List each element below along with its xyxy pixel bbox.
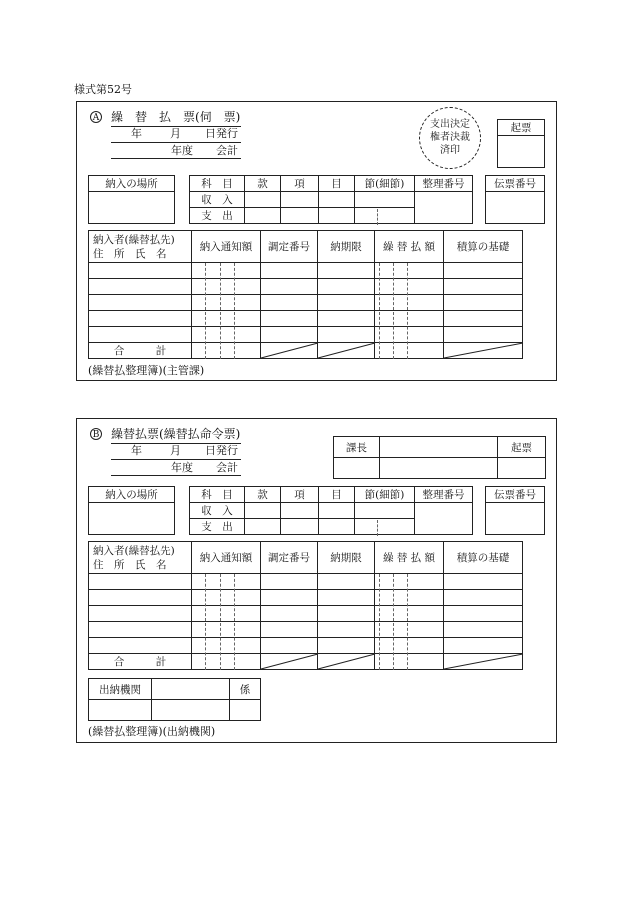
slip-label-a: 伝票番号	[486, 176, 545, 192]
clerk-label: 係	[230, 679, 261, 700]
section-b-title: 繰替払票(繰替払命令票)	[111, 427, 241, 441]
chief-label: 課長	[334, 437, 380, 458]
acct-h-kan: 款	[245, 176, 281, 192]
dh-notice: 納入通知額	[192, 231, 261, 263]
acct-row-expense-b: 支 出	[190, 519, 245, 535]
dh-repl: 繰 替 払 額	[375, 231, 444, 263]
payee-header-1: 納入者(繰替払先)	[93, 233, 175, 246]
seal-line-2: 権者決裁	[430, 132, 470, 143]
footer-a: (繰替払整理簿)(主管課)	[88, 364, 205, 377]
section-b-panel	[76, 418, 557, 743]
seal-line-1: 支出決定	[430, 119, 470, 130]
acct-row-income-b: 収 入	[190, 503, 245, 519]
fiscal-account-b: 会計	[216, 461, 238, 474]
dh-repl-b: 繰 替 払 額	[375, 542, 444, 574]
dh-notice-b: 納入通知額	[192, 542, 261, 574]
section-b-marker: B	[90, 428, 102, 440]
section-a-panel	[76, 101, 557, 381]
acct-h-setsu: 節(細節)	[355, 176, 415, 192]
acct-h-moku-b: 目	[319, 487, 355, 503]
treasury-label: 出納機関	[89, 679, 152, 700]
dh-assess: 調定番号	[261, 231, 318, 263]
form-number: 様式第52号	[74, 83, 132, 96]
place-label-b: 納入の場所	[89, 487, 175, 503]
draft-label-b: 起票	[498, 437, 546, 458]
place-label-a: 納入の場所	[89, 176, 175, 192]
payee-header-2: 住 所 氏 名	[93, 247, 167, 260]
date-day-b: 日発行	[205, 444, 238, 457]
date-month-b: 月	[170, 444, 181, 457]
dh-assess-b: 調定番号	[261, 542, 318, 574]
payee-header-1-b: 納入者(繰替払先)	[93, 544, 175, 557]
dh-due: 納期限	[318, 231, 375, 263]
fiscal-account: 会計	[216, 144, 238, 157]
acct-h-kan-b: 款	[245, 487, 281, 503]
dh-due-b: 納期限	[318, 542, 375, 574]
footer-b: (繰替払整理簿)(出納機関)	[88, 725, 216, 738]
draft-label-a: 起票	[498, 120, 545, 136]
date-year-b: 年	[131, 444, 142, 457]
acct-h-subject-b: 科 目	[190, 487, 245, 503]
payee-header-2-b: 住 所 氏 名	[93, 558, 167, 571]
dh-basis: 積算の基礎	[444, 231, 523, 263]
acct-h-kou-b: 項	[281, 487, 319, 503]
acct-row-income: 収 入	[190, 192, 245, 208]
section-a-title: 繰 替 払 票(伺 票)	[111, 110, 241, 124]
acct-h-moku: 目	[319, 176, 355, 192]
section-a-marker: A	[90, 111, 102, 123]
date-month: 月	[170, 127, 181, 140]
dh-basis-b: 積算の基礎	[444, 542, 523, 574]
date-day: 日発行	[205, 127, 238, 140]
total-label-a: 合 計	[89, 343, 192, 359]
acct-h-ref: 整理番号	[415, 176, 473, 192]
slip-label-b: 伝票番号	[486, 487, 545, 503]
fiscal-year: 年度	[171, 144, 193, 157]
acct-h-kou: 項	[281, 176, 319, 192]
acct-h-ref-b: 整理番号	[415, 487, 473, 503]
acct-row-expense: 支 出	[190, 208, 245, 224]
treasury-box	[88, 678, 261, 721]
fiscal-year-b: 年度	[171, 461, 193, 474]
acct-h-subject: 科 目	[190, 176, 245, 192]
date-year: 年	[131, 127, 142, 140]
total-label-b: 合 計	[89, 654, 192, 670]
seal-line-3: 済印	[440, 145, 460, 156]
acct-h-setsu-b: 節(細節)	[355, 487, 415, 503]
